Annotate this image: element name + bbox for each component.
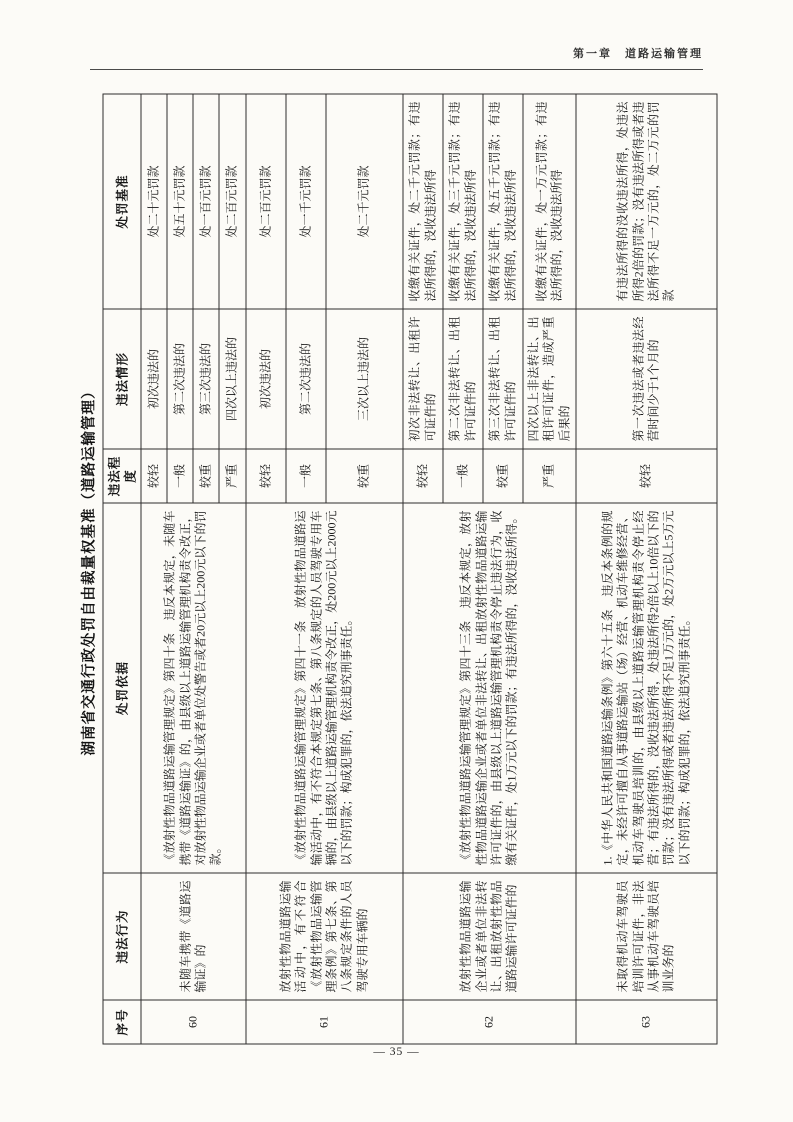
table-header-row (103, 94, 141, 1044)
header-cell-no: 序号 (103, 1000, 141, 1044)
degree-cell: 较轻 (141, 449, 167, 503)
benchmark-cell: 处二十元罚款 (141, 94, 167, 309)
benchmark-cell: 处五十元罚款 (167, 94, 193, 309)
row-number-cell: 60 (141, 1000, 246, 1044)
header-rule (90, 69, 703, 70)
row-number-cell: 61 (246, 1000, 403, 1044)
chapter-heading: 第一章 道路运输管理 (573, 48, 703, 60)
behavior-cell: 放射性物品道路运输企业或者单位非法转让、出租放射性物品道路运输许可证件的 (403, 873, 576, 1000)
degree-cell: 较轻 (246, 449, 286, 503)
benchmark-cell: 收缴有关证件，处二千元罚款；有违法所得的，没收违法所得 (403, 94, 443, 309)
situation-cell: 初次违法的 (246, 309, 286, 449)
situation-cell: 第三次违法的 (193, 309, 219, 449)
benchmark-cell: 处一千元罚款 (286, 94, 326, 309)
situation-cell: 第三次非法转让、出租许可证件的 (483, 309, 523, 449)
benchmark-cell: 收缴有关证件，处一万元罚款；有违法所得的，没收违法所得 (523, 94, 576, 309)
basis-cell: 《放射性物品道路运输管理规定》第四十条 违反本规定，未随车携带《道路运输证》的，由县级以上道路运输管理机构责令改正，对放射性物品运输企业或者单位处警告或者20元以上200元以下的罚款。 (141, 503, 246, 873)
behavior-cell: 未取得机动车驾驶员培训许可证件，非法从事机动车驾驶员培训业务的 (576, 873, 717, 1000)
header-cell-benchmark: 处罚基准 (103, 94, 141, 309)
degree-cell: 严重 (523, 449, 576, 503)
header-cell-behavior: 违法行为 (103, 873, 141, 1000)
degree-cell: 一般 (167, 449, 193, 503)
degree-cell: 一般 (443, 449, 483, 503)
page-number: — 35 — (373, 1046, 420, 1058)
situation-cell: 四次以上非法转让、出租许可证件，造成严重后果的 (523, 309, 576, 449)
degree-cell: 较重 (193, 449, 219, 503)
behavior-cell: 放射性物品道路运输活动中，有不符合《放射性物品运输管理条例》第七条、第八条规定条件的人员驾驶专用车辆的 (246, 873, 403, 1000)
benchmark-cell: 处二千元罚款 (326, 94, 403, 309)
situation-cell: 三次以上违法的 (326, 309, 403, 449)
benchmark-cell: 收缴有关证件，处三千元罚款；有违法所得的，没收违法所得 (443, 94, 483, 309)
discretion-table (103, 94, 718, 1045)
benchmark-cell: 处二百元罚款 (246, 94, 286, 309)
table-row (141, 94, 167, 1044)
benchmark-cell: 有违法所得的没收违法所得，处违法所得2倍的罚款；没有违法所得或者违法所得不足一万元的，处二万元的罚款 (576, 94, 717, 309)
header-cell-situation: 违法情形 (103, 309, 141, 449)
situation-cell: 第二次违法的 (286, 309, 326, 449)
degree-cell: 较重 (326, 449, 403, 503)
basis-cell: 《放射性物品道路运输管理规定》第四十三条 违反本规定，放射性物品道路运输企业或者单位非法转让、出租放射性物品道路运输许可证件的，由县级以上道路运输管理机构责令停止违法行为，收缴有关证件，处1万元以下的罚款；有违法所得的，没收违法所得。 (403, 503, 576, 873)
header-cell-basis: 处罚依据 (103, 503, 141, 873)
table-title: 湖南省交通行政处罚自由裁量权基准（道路运输管理） (81, 383, 97, 756)
degree-cell: 较轻 (403, 449, 443, 503)
situation-cell: 第二次非法转让、出租许可证件的 (443, 309, 483, 449)
row-number-cell: 62 (403, 1000, 576, 1044)
degree-cell: 严重 (219, 449, 246, 503)
degree-cell: 较重 (483, 449, 523, 503)
behavior-cell: 未随车携带《道路运输证》的 (141, 873, 246, 1000)
row-number-cell: 63 (576, 1000, 717, 1044)
benchmark-cell: 处一百元罚款 (193, 94, 219, 309)
header-cell-degree: 违法程度 (103, 449, 141, 503)
degree-cell: 较轻 (576, 449, 717, 503)
basis-cell: 1.《中华人民共和国道路运输条例》第六十五条 违反本条例的规定，未经许可擅自从事道路运输站（场）经营、机动车维修经营、机动车驾驶员培训的，由县级以上道路运输管理机构责令停止经营；有违法所得的，没收违法所得，处违法所得2倍以上10倍以下的罚款；没有违法所得或者违法所得不足1万元的，处2万元以上5万元以下的罚款；构成犯罪的，依法追究刑事责任。 (576, 503, 717, 873)
situation-cell: 第二次违法的 (167, 309, 193, 449)
benchmark-cell: 处二百元罚款 (219, 94, 246, 309)
situation-cell: 初次非法转让、出租许可证件的 (403, 309, 443, 449)
basis-cell: 《放射性物品道路运输管理规定》第四十一条 放射性物品道路运输活动中，有不符合本规定第七条、第八条规定的人员驾驶专用车辆的，由县级以上道路运输管理机构责令改正，处200元以上2000元以下的罚款；构成犯罪的，依法追究刑事责任。 (246, 503, 403, 873)
rotated-table-area (73, 95, 706, 1045)
situation-cell: 四次以上违法的 (219, 309, 246, 449)
benchmark-cell: 收缴有关证件，处五千元罚款；有违法所得的，没收违法所得 (483, 94, 523, 309)
table-row (246, 94, 286, 1044)
situation-cell: 初次违法的 (141, 309, 167, 449)
degree-cell: 一般 (286, 449, 326, 503)
table-row (576, 94, 717, 1044)
situation-cell: 第一次违法或者违法经营时间少于1个月的 (576, 309, 717, 449)
table-row (403, 94, 443, 1044)
